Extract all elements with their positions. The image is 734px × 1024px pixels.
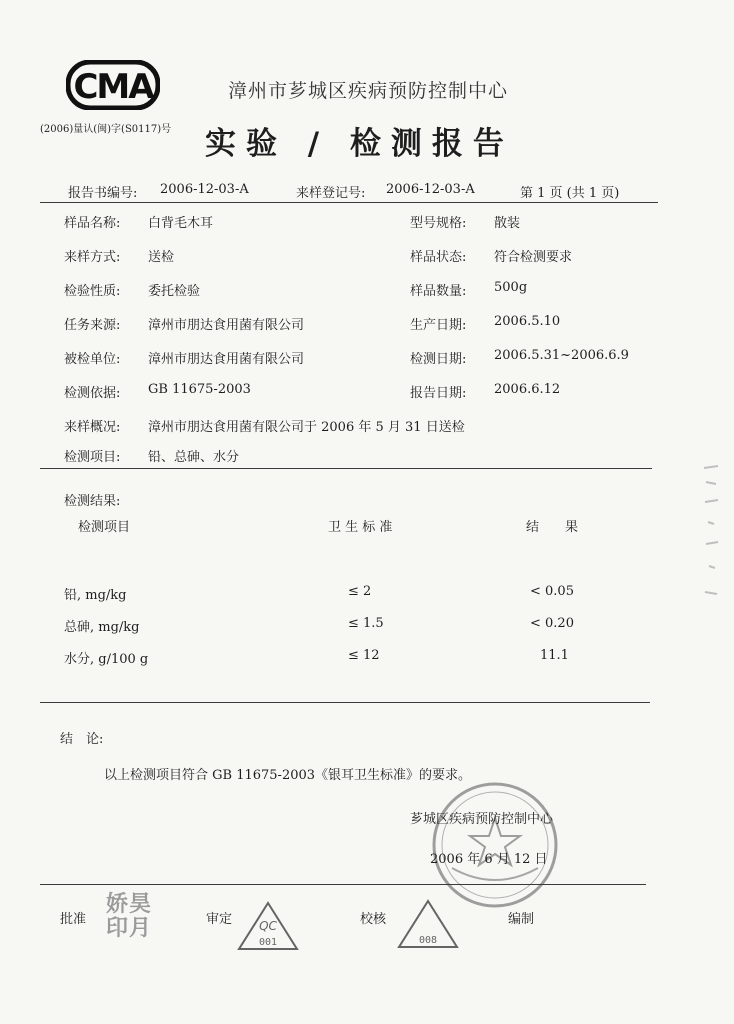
report-date: 2006.6.12 [494,382,561,397]
row-result: < 0.05 [530,584,574,599]
overview: 漳州市朋达食用菌有限公司于 2006 年 5 月 31 日送检 [148,420,465,435]
report-title: 实验 / 检测报告 [205,126,514,162]
inspected: 漳州市朋达食用菌有限公司 [148,352,305,367]
sample-name-label: 样品名称: [64,216,121,231]
sample-name: 白背毛木耳 [148,216,214,231]
nature-label: 检验性质: [64,284,121,299]
cma-logo-text: CMA [73,67,153,107]
method-label: 来样方式: [64,250,121,265]
review-label: 审定 [206,912,233,927]
model-label: 型号规格: [410,216,467,231]
report-no: 2006-12-03-A [160,182,249,197]
basis-label: 检测依据: [64,386,121,401]
row-result: 11.1 [540,648,569,663]
divider-top [40,202,658,203]
row-standard: ≤ 1.5 [348,616,384,631]
sample-reg: 2006-12-03-A [386,182,475,197]
sample-reg-label: 来样登记号: [296,186,366,201]
divider-results [40,702,650,703]
conclusion-org: 芗城区疾病预防控制中心 [410,812,554,827]
approve-label: 批准 [60,912,87,927]
org-name: 漳州市芗城区疾病预防控制中心 [228,80,509,102]
test-date-label: 检测日期: [410,352,467,367]
official-seal-icon [430,780,560,910]
qty-label: 样品数量: [410,284,467,299]
report-no-label: 报告书编号: [68,186,138,201]
row-item: 总砷, mg/kg [64,620,140,635]
qty: 500g [494,280,528,295]
items: 铅、总砷、水分 [148,450,240,465]
row-result: < 0.20 [530,616,574,631]
page-info: 第 1 页 (共 1 页) [520,186,620,201]
state-label: 样品状态: [410,250,467,265]
report-date-label: 报告日期: [410,386,467,401]
check-label: 校核 [360,912,387,927]
nature: 委托检验 [148,284,201,299]
conclusion-label: 结 论: [60,732,104,747]
check-stamp-icon [396,898,460,950]
col-item: 检测项目 [78,520,131,535]
row-standard: ≤ 12 [348,648,380,663]
conclusion-text: 以上检测项目符合 GB 11675-2003《银耳卫生标准》的要求。 [104,768,472,783]
col-standard: 卫 生 标 准 [328,520,393,535]
source-label: 任务来源: [64,318,121,333]
approver-seal: 娇昊印月 [106,891,153,941]
prod-date: 2006.5.10 [494,314,561,329]
row-item: 铅, mg/kg [64,588,127,603]
method: 送检 [148,250,175,265]
state: 符合检测要求 [494,250,573,265]
prod-date-label: 生产日期: [410,318,467,333]
inspected-label: 被检单位: [64,352,121,367]
conclusion-date: 2006 年 6 月 12 日 [430,852,548,867]
row-item: 水分, g/100 g [64,652,149,667]
basis: GB 11675-2003 [148,382,251,397]
divider-bottom [40,884,646,885]
review-stamp-icon [236,900,300,952]
compile-label: 编制 [508,912,535,927]
cert-number: (2006)量认(闽)字(S0117)号 [40,124,172,135]
scan-margin-mark [700,462,722,602]
divider-info [40,468,652,469]
cma-logo [66,60,160,110]
overview-label: 来样概况: [64,420,121,435]
col-result: 结 果 [526,520,579,535]
model: 散装 [494,216,521,231]
review-stamp-number: 001 [258,937,278,948]
source: 漳州市朋达食用菌有限公司 [148,318,305,333]
results-heading: 检测结果: [64,494,121,509]
items-label: 检测项目: [64,450,121,465]
row-standard: ≤ 2 [348,584,372,599]
svg-text:QC: QC [259,919,277,933]
test-date: 2006.5.31~2006.6.9 [494,348,629,363]
check-stamp-number: 008 [418,935,438,946]
